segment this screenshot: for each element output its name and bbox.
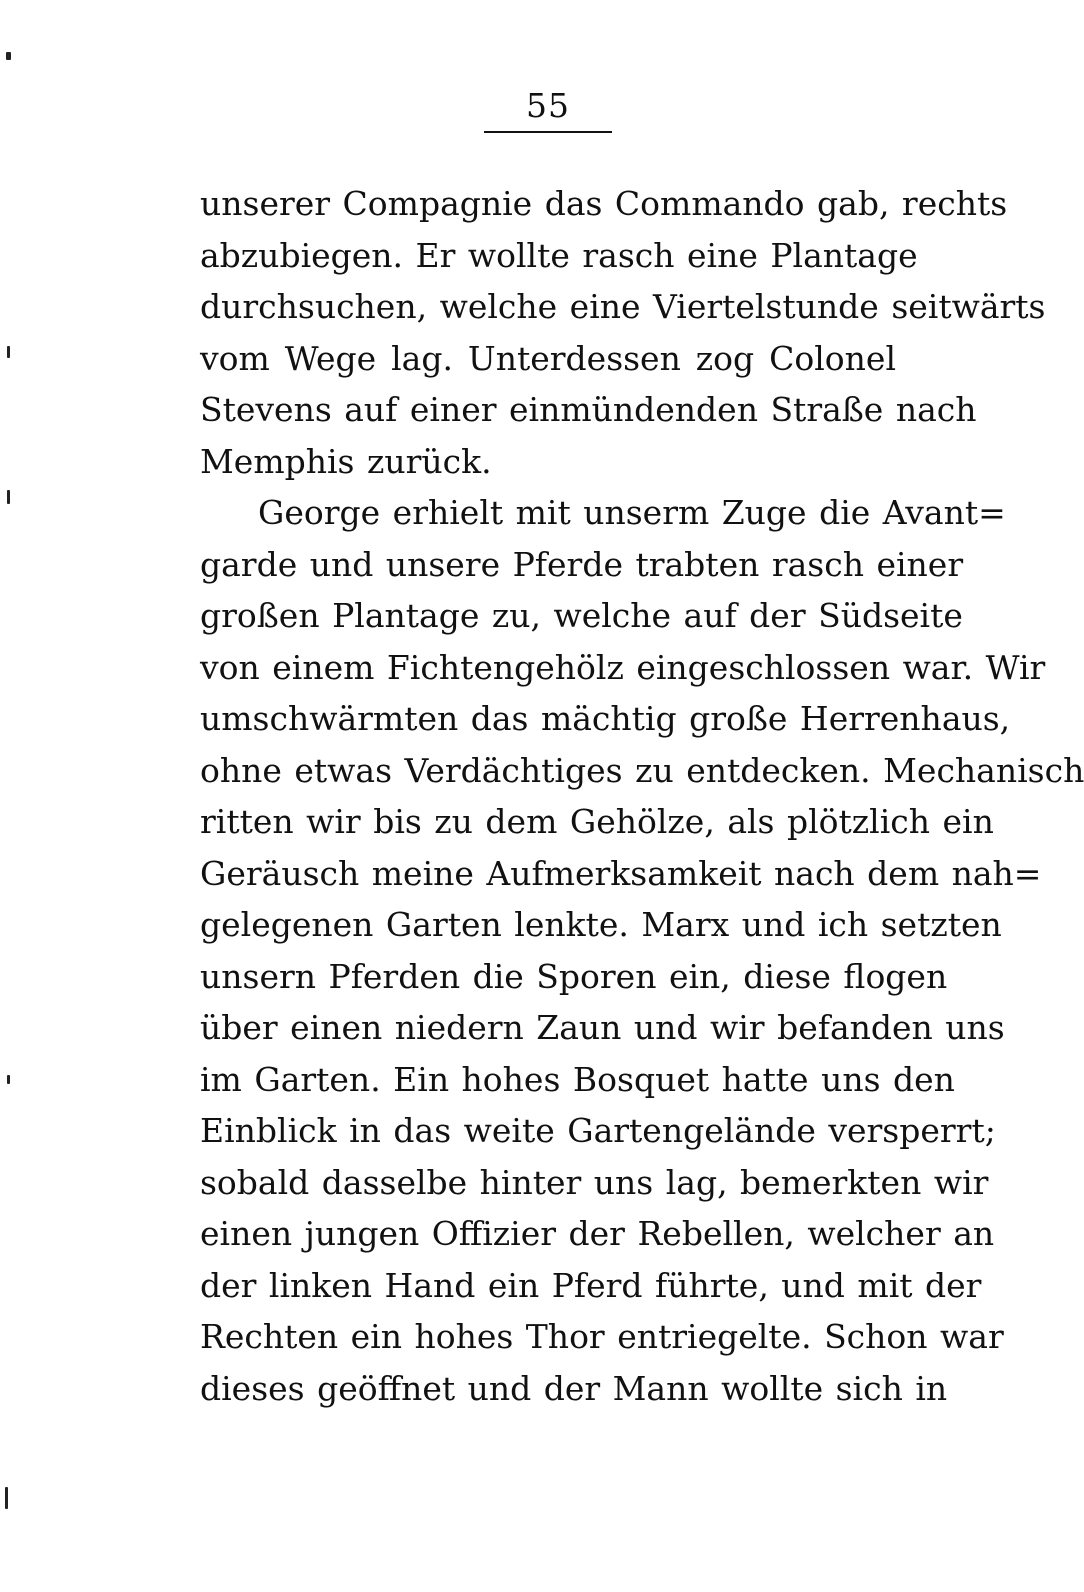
paragraph-start-line: George erhielt mit unserm Zuge die Avant=	[258, 493, 1006, 532]
text-line: Rechten ein hohes Thor entriegelte. Schon war	[200, 1317, 1004, 1356]
text-line: von einem Fichtengehölz eingeschlossen war. Wir	[200, 647, 1046, 687]
text-line: umschwärmten das mächtig große Herrenhaus,	[200, 699, 1011, 738]
text-line: unsern Pferden die Sporen ein, diese flogen	[200, 956, 948, 996]
scan-edge-mark	[6, 52, 11, 60]
text-line: im Garten. Ein hohes Bosquet hatte uns den	[200, 1059, 955, 1099]
text-line: sobald dasselbe hinter uns lag, bemerkten wir	[200, 1162, 989, 1202]
text-line: gelegenen Garten lenkte. Marx und ich setzten	[200, 905, 1002, 944]
text-line: abzubiegen. Er wollte rasch eine Plantage	[200, 235, 918, 275]
scan-edge-mark	[5, 1487, 8, 1509]
text-line: unserer Compagnie das Commando gab, rechts	[200, 184, 1008, 223]
page-number: 55	[526, 86, 570, 125]
scan-edge-mark	[7, 346, 10, 358]
text-line: einen jungen Offizier der Rebellen, welcher an	[200, 1214, 995, 1253]
text-line: durchsuchen, welche eine Viertelstunde seitwärts	[200, 287, 1046, 326]
body-text	[200, 178, 1084, 1414]
text-line: garde und unsere Pferde trabten rasch einer	[200, 544, 964, 584]
text-line: Geräusch meine Aufmerksamkeit nach dem nah=	[200, 853, 1042, 893]
text-line: dieses geöffnet und der Mann wollte sich in	[200, 1368, 948, 1408]
header-rule	[484, 131, 612, 133]
text-line: über einen niedern Zaun und wir befanden uns	[200, 1008, 1005, 1047]
text-line: Stevens auf einer einmündenden Straße nach	[200, 390, 977, 429]
text-line: der linken Hand ein Pferd führte, und mit der	[200, 1265, 982, 1305]
scan-edge-mark	[7, 490, 10, 504]
text-line: Einblick in das weite Gartengelände versperrt;	[200, 1111, 996, 1150]
text-line: ritten wir bis zu dem Gehölze, als plötzlich ein	[200, 802, 994, 841]
text-line: großen Plantage zu, welche auf der Südseite	[200, 596, 963, 635]
text-line: vom Wege lag. Unterdessen zog Colonel	[200, 338, 896, 378]
paragraph-end-line: Memphis zurück.	[200, 441, 492, 481]
scan-edge-mark	[7, 1075, 10, 1084]
text-line: ohne etwas Verdächtiges zu entdecken. Mechanisch	[200, 750, 1084, 790]
